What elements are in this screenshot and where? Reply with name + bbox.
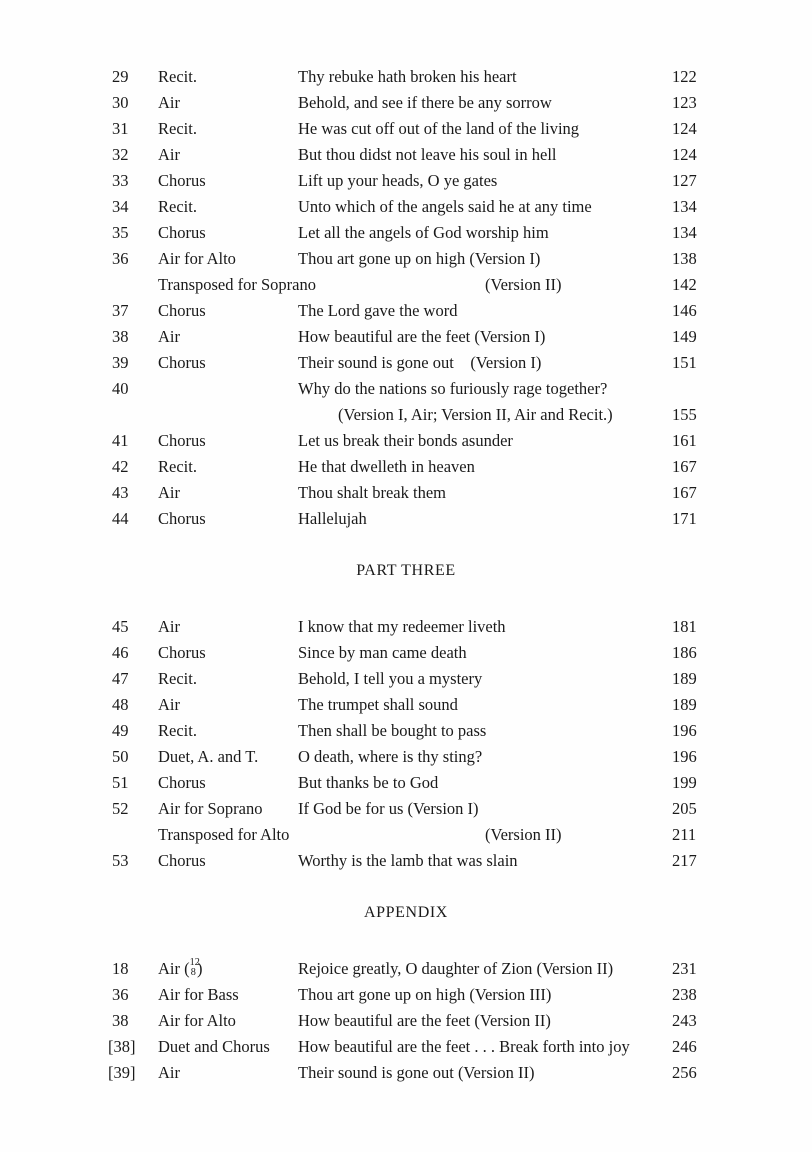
- movement-number: 51: [112, 773, 129, 792]
- movement-type-suffix: ): [196, 959, 203, 978]
- movement-number: 37: [112, 301, 129, 320]
- movement-number: 38: [112, 1011, 129, 1030]
- movement-title: Since by man came death: [298, 643, 467, 662]
- movement-number: 35: [112, 223, 129, 242]
- movement-number: 50: [112, 747, 129, 766]
- page-number: 196: [672, 747, 697, 766]
- movement-title: Worthy is the lamb that was slain: [298, 851, 518, 870]
- toc-row: [0, 168, 812, 194]
- movement-title: Thou art gone up on high (Version III): [298, 985, 552, 1004]
- page-number: 124: [672, 145, 697, 164]
- movement-number: 43: [112, 483, 129, 502]
- part-three-heading: PART THREE: [356, 562, 456, 579]
- toc-row-transposed-alto: [0, 822, 812, 848]
- movement-type: Chorus: [158, 171, 206, 190]
- movement-title: Rejoice greatly, O daughter of Zion (Version II): [298, 959, 614, 978]
- movement-number: 42: [112, 457, 129, 476]
- movement-title: How beautiful are the feet (Version II): [298, 1011, 551, 1030]
- toc-row: [0, 982, 812, 1008]
- page-number: 217: [672, 851, 697, 870]
- movement-title: Their sound is gone out (Version I): [298, 353, 542, 372]
- movement-title: Let all the angels of God worship him: [298, 223, 549, 242]
- movement-type: Recit.: [158, 457, 197, 476]
- page-number: 246: [672, 1037, 697, 1056]
- page-number: 181: [672, 617, 697, 636]
- movement-type-prefix: Air (: [158, 959, 190, 978]
- movement-type: Duet, A. and T.: [158, 747, 259, 766]
- movement-number: 41: [112, 431, 129, 450]
- toc-row: [0, 1034, 812, 1060]
- toc-row: [0, 770, 812, 796]
- page-number: 138: [672, 249, 697, 268]
- movement-type: Duet and Chorus: [158, 1037, 270, 1056]
- page-number: 161: [672, 431, 697, 450]
- toc-row: [0, 64, 812, 90]
- toc-row: [0, 1060, 812, 1086]
- page-number: 127: [672, 171, 697, 190]
- movement-title: How beautiful are the feet . . . Break forth into joy: [298, 1037, 630, 1056]
- movement-number: 36: [112, 249, 129, 268]
- time-signature-numerator: 12: [189, 956, 200, 968]
- movement-type: Air for Soprano: [158, 799, 263, 818]
- movement-title: Unto which of the angels said he at any time: [298, 197, 592, 216]
- page-number: 238: [672, 985, 697, 1004]
- movement-title: Thy rebuke hath broken his heart: [298, 67, 517, 86]
- toc-row: [0, 142, 812, 168]
- movement-number: [38]: [108, 1037, 136, 1056]
- toc-row: [0, 324, 812, 350]
- movement-title: He was cut off out of the land of the living: [298, 119, 580, 138]
- movement-type: Recit.: [158, 119, 197, 138]
- toc-row: [0, 194, 812, 220]
- movement-number: 40: [112, 379, 129, 398]
- version-note: (Version I, Air; Version II, Air and Recit.): [338, 405, 613, 424]
- movement-type: Chorus: [158, 851, 206, 870]
- page-number: 155: [672, 405, 697, 424]
- time-signature-denominator: 8: [190, 966, 196, 978]
- movement-type: Chorus: [158, 431, 206, 450]
- toc-row: [0, 246, 812, 272]
- movement-title: O death, where is thy sting?: [298, 747, 483, 766]
- toc-row: [0, 298, 812, 324]
- movement-title: Their sound is gone out (Version II): [298, 1063, 535, 1082]
- page-number: 186: [672, 643, 697, 662]
- page-number: 189: [672, 695, 697, 714]
- toc-row-transposed-soprano: [0, 272, 812, 298]
- movement-type: Chorus: [158, 509, 206, 528]
- toc-row: [0, 718, 812, 744]
- movement-number: 39: [112, 353, 129, 372]
- movement-number: 31: [112, 119, 129, 138]
- page-number: 167: [672, 457, 697, 476]
- movement-type: Air: [158, 695, 180, 714]
- movement-title: But thou didst not leave his soul in hell: [298, 145, 557, 164]
- toc-row: [0, 744, 812, 770]
- page-number: 167: [672, 483, 697, 502]
- movement-number: 30: [112, 93, 129, 112]
- movement-type: Chorus: [158, 301, 206, 320]
- page-number: 142: [672, 275, 697, 294]
- page-number: 151: [672, 353, 697, 372]
- page-number: 134: [672, 223, 697, 242]
- movement-number: 44: [112, 509, 129, 528]
- toc-row: [0, 350, 812, 376]
- movement-number: 53: [112, 851, 129, 870]
- page-number: 256: [672, 1063, 697, 1082]
- movement-title: Then shall be bought to pass: [298, 721, 487, 740]
- movement-title: How beautiful are the feet (Version I): [298, 327, 546, 346]
- version-marker: (Version II): [485, 275, 562, 294]
- movement-title: Behold, I tell you a mystery: [298, 669, 483, 688]
- movement-title: Thou art gone up on high (Version I): [298, 249, 541, 268]
- page-number: 123: [672, 93, 697, 112]
- transposition-label: Transposed for Alto: [158, 825, 290, 844]
- movement-number: 46: [112, 643, 129, 662]
- movement-title: I know that my redeemer liveth: [298, 617, 506, 636]
- page-number: 199: [672, 773, 697, 792]
- toc-row: [0, 640, 812, 666]
- page-number: 149: [672, 327, 697, 346]
- toc-row-nations-continuation: [0, 402, 812, 428]
- toc-row: [0, 692, 812, 718]
- toc-row: [0, 220, 812, 246]
- movement-title: Why do the nations so furiously rage together?: [298, 379, 608, 398]
- appendix-spacer-top: [0, 874, 812, 900]
- toc-row-appendix-18: [0, 956, 812, 982]
- movement-type: Chorus: [158, 223, 206, 242]
- toc-row: [0, 796, 812, 822]
- page-number: 196: [672, 721, 697, 740]
- toc-row: [0, 428, 812, 454]
- movement-type: Air: [158, 1063, 180, 1082]
- toc-row: [0, 90, 812, 116]
- movement-number: 49: [112, 721, 129, 740]
- movement-type: Chorus: [158, 353, 206, 372]
- appendix-spacer-bottom: [0, 926, 812, 956]
- movement-type: Recit.: [158, 721, 197, 740]
- movement-number: 34: [112, 197, 129, 216]
- movement-title: But thanks be to God: [298, 773, 439, 792]
- toc-row: [0, 480, 812, 506]
- movement-title: He that dwelleth in heaven: [298, 457, 475, 476]
- movement-type: Air for Alto: [158, 249, 236, 268]
- movement-number: 47: [112, 669, 129, 688]
- page-number: 134: [672, 197, 697, 216]
- movement-title: The trumpet shall sound: [298, 695, 458, 714]
- movement-title: Behold, and see if there be any sorrow: [298, 93, 552, 112]
- toc-row: [0, 614, 812, 640]
- page-number: 231: [672, 959, 697, 978]
- toc-row: [0, 848, 812, 874]
- movement-number: 36: [112, 985, 129, 1004]
- toc-row: [0, 116, 812, 142]
- heading-spacer-top: [0, 532, 812, 558]
- movement-type: Air: [158, 145, 180, 164]
- movement-title: Let us break their bonds asunder: [298, 431, 513, 450]
- version-marker: (Version II): [485, 825, 562, 844]
- page-number: 171: [672, 509, 697, 528]
- page-number: 211: [672, 825, 697, 844]
- movement-type: Air: [158, 483, 180, 502]
- movement-type: Chorus: [158, 643, 206, 662]
- toc-row-nations: [0, 376, 812, 402]
- movement-number: 33: [112, 171, 129, 190]
- transposition-label: Transposed for Soprano: [158, 275, 316, 294]
- movement-number: 48: [112, 695, 129, 714]
- movement-number: [39]: [108, 1063, 136, 1082]
- movement-title: Hallelujah: [298, 509, 367, 528]
- heading-spacer-bottom: [0, 584, 812, 614]
- time-signature-12-8: [189, 956, 200, 978]
- movement-number: 52: [112, 799, 129, 818]
- movement-title: Lift up your heads, O ye gates: [298, 171, 498, 190]
- table-of-contents: [0, 64, 812, 1086]
- page-number: 205: [672, 799, 697, 818]
- page-number: 122: [672, 67, 697, 86]
- page-number: 243: [672, 1011, 697, 1030]
- movement-title: If God be for us (Version I): [298, 799, 479, 818]
- movement-number: 38: [112, 327, 129, 346]
- movement-number: 29: [112, 67, 129, 86]
- movement-type: Recit.: [158, 669, 197, 688]
- toc-row: [0, 1008, 812, 1034]
- movement-title: Thou shalt break them: [298, 483, 447, 502]
- toc-row: [0, 506, 812, 532]
- movement-type-with-time-signature: [158, 956, 298, 982]
- toc-row: [0, 454, 812, 480]
- movement-type: Air: [158, 93, 180, 112]
- movement-number: 32: [112, 145, 129, 164]
- movement-type: Air for Alto: [158, 1011, 236, 1030]
- page-number: 146: [672, 301, 697, 320]
- movement-type: Chorus: [158, 773, 206, 792]
- movement-number: 18: [112, 959, 129, 978]
- appendix-heading: APPENDIX: [364, 904, 448, 921]
- toc-row: [0, 666, 812, 692]
- page-number: 124: [672, 119, 697, 138]
- movement-type: Air: [158, 617, 180, 636]
- movement-type: Recit.: [158, 197, 197, 216]
- movement-type: Recit.: [158, 67, 197, 86]
- movement-type: Air: [158, 327, 180, 346]
- movement-title: The Lord gave the word: [298, 301, 458, 320]
- movement-number: 45: [112, 617, 129, 636]
- page-number: 189: [672, 669, 697, 688]
- movement-type: Air for Bass: [158, 985, 239, 1004]
